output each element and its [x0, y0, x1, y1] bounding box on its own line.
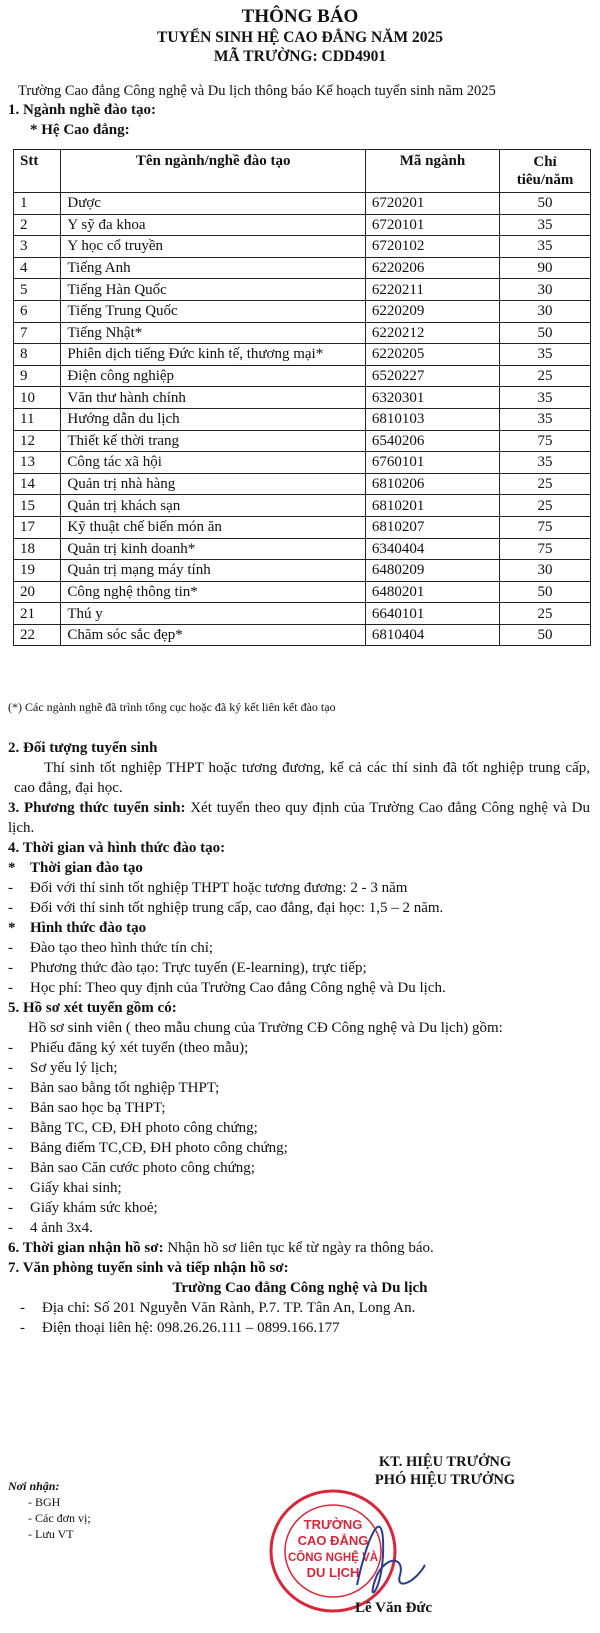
cell-quota: 25	[500, 365, 591, 387]
cell-code: 6540206	[365, 430, 499, 452]
header-code: Mã ngành	[365, 150, 499, 193]
recipient-item: - Các đơn vị;	[28, 1511, 91, 1525]
cell-name: Hướng dẫn du lịch	[61, 408, 366, 430]
cell-quota: 35	[500, 408, 591, 430]
cell-quota: 50	[500, 624, 591, 646]
cell-code: 6810201	[365, 495, 499, 517]
cell-stt: 12	[14, 430, 61, 452]
section2-title: 2. Đối tượng tuyển sinh	[8, 740, 158, 756]
cell-code: 6810103	[365, 408, 499, 430]
form-list-item: - Phương thức đào tạo: Trực tuyến (E-learning), trực tiếp;	[8, 960, 367, 976]
cell-stt: 9	[14, 365, 61, 387]
document-list-item: - Bảng điểm TC,CĐ, ĐH photo công chứng;	[8, 1140, 288, 1156]
document-title: THÔNG BÁO	[241, 6, 359, 27]
cell-code: 6640101	[365, 603, 499, 625]
table-row	[14, 279, 591, 301]
cell-quota: 50	[500, 193, 591, 215]
document-list-item: - Bản sao học bạ THPT;	[8, 1100, 166, 1116]
header-quota	[500, 150, 591, 193]
cell-name: Tiếng Nhật*	[61, 322, 366, 344]
cell-name: Y sỹ đa khoa	[61, 214, 366, 236]
section3-title: 3. Phương thức tuyển sinh:	[8, 800, 186, 816]
cell-quota: 75	[500, 430, 591, 452]
cell-stt: 8	[14, 344, 61, 366]
cell-code: 6220212	[365, 322, 499, 344]
cell-name: Quản trị khách sạn	[61, 495, 366, 517]
cell-code: 6810207	[365, 516, 499, 538]
cell-name: Văn thư hành chính	[61, 387, 366, 409]
table-header-row	[14, 150, 591, 193]
cell-stt: 4	[14, 257, 61, 279]
section7-org: Trường Cao đẳng Công nghệ và Du lịch	[172, 1280, 428, 1296]
cell-name: Tiếng Anh	[61, 257, 366, 279]
seal-line2: CAO ĐẲNG	[297, 1533, 369, 1548]
cell-quota: 90	[500, 257, 591, 279]
table-row	[14, 516, 591, 538]
cell-stt: 15	[14, 495, 61, 517]
section4-title: 4. Thời gian và hình thức đào tạo:	[8, 840, 226, 856]
cell-code: 6720102	[365, 236, 499, 258]
cell-name: Công tác xã hội	[61, 452, 366, 474]
table-row	[14, 408, 591, 430]
signature-line2: PHÓ HIỆU TRƯỞNG	[374, 1472, 516, 1488]
table-row	[14, 300, 591, 322]
table-row	[14, 581, 591, 603]
section7-address: - Địa chỉ: Số 201 Nguyễn Văn Rành, P.7. TP. Tân An, Long An.	[20, 1300, 416, 1316]
section3-text: Xét tuyển theo quy định của Trường Cao đẳng Công nghệ và Du lịch.	[8, 800, 590, 836]
cell-quota: 75	[500, 538, 591, 560]
cell-name: Quản trị kinh doanh*	[61, 538, 366, 560]
section1-title: 1. Ngành nghề đào tạo:	[8, 102, 156, 118]
cell-quota: 35	[500, 387, 591, 409]
cell-name: Tiếng Hàn Quốc	[61, 279, 366, 301]
form-list-item: - Đào tạo theo hình thức tín chỉ;	[8, 940, 214, 956]
cell-stt: 11	[14, 408, 61, 430]
document-list-item: - Phiếu đăng ký xét tuyển (theo mẫu);	[8, 1040, 249, 1056]
cell-name: Quản trị nhà hàng	[61, 473, 366, 495]
cell-code: 6480209	[365, 560, 499, 582]
cell-stt: 7	[14, 322, 61, 344]
cell-name: Quản trị mạng máy tính	[61, 560, 366, 582]
cell-quota: 35	[500, 214, 591, 236]
cell-quota: 35	[500, 452, 591, 474]
cell-code: 6720201	[365, 193, 499, 215]
recipient-item: - Lưu VT	[28, 1527, 74, 1541]
cell-quota: 30	[500, 300, 591, 322]
table-row	[14, 603, 591, 625]
cell-quota: 35	[500, 344, 591, 366]
table-row	[14, 560, 591, 582]
document-list-item: - Bản sao bằng tốt nghiệp THPT;	[8, 1080, 220, 1096]
cell-stt: 3	[14, 236, 61, 258]
header-stt: Stt	[14, 150, 61, 193]
table-row	[14, 495, 591, 517]
table-row	[14, 387, 591, 409]
document-list-item: - Sơ yếu lý lịch;	[8, 1060, 118, 1076]
table-row	[14, 473, 591, 495]
intro-text: Trường Cao đẳng Công nghệ và Du lịch thông báo Kế hoạch tuyển sinh năm 2025	[18, 83, 496, 99]
header	[0, 0, 600, 66]
recipients	[8, 1478, 91, 1542]
cell-stt: 14	[14, 473, 61, 495]
header-name: Tên ngành/nghề đào tạo	[61, 150, 366, 193]
section1-level: * Hệ Cao đẳng:	[30, 122, 130, 138]
cell-code: 6340404	[365, 538, 499, 560]
section4-time-list	[0, 878, 600, 918]
cell-name: Thú y	[61, 603, 366, 625]
cell-name: Điện công nghiệp	[61, 365, 366, 387]
cell-quota: 50	[500, 322, 591, 344]
cell-stt: 20	[14, 581, 61, 603]
cell-code: 6220206	[365, 257, 499, 279]
seal-line4: DU LỊCH	[306, 1565, 360, 1580]
cell-stt: 6	[14, 300, 61, 322]
cell-name: Tiếng Trung Quốc	[61, 300, 366, 322]
document-list-item: - Giấy khám sức khoẻ;	[8, 1200, 158, 1216]
document-list-item: - 4 ảnh 3x4.	[8, 1220, 93, 1236]
cell-code: 6760101	[365, 452, 499, 474]
majors-table	[13, 149, 591, 646]
table-row	[14, 193, 591, 215]
table-footnote: (*) Các ngành nghề đã trình tổng cục hoặc đã ký kết liên kết đào tạo	[8, 700, 336, 714]
cell-stt: 10	[14, 387, 61, 409]
table-row	[14, 452, 591, 474]
document-list-item: - Giấy khai sinh;	[8, 1180, 122, 1196]
cell-stt: 19	[14, 560, 61, 582]
document-subtitle: TUYỂN SINH HỆ CAO ĐẲNG NĂM 2025	[157, 29, 443, 46]
recipient-item: - BGH	[28, 1495, 61, 1509]
cell-name: Thiết kế thời trang	[61, 430, 366, 452]
cell-stt: 18	[14, 538, 61, 560]
cell-quota: 35	[500, 236, 591, 258]
cell-code: 6220205	[365, 344, 499, 366]
table-row	[14, 624, 591, 646]
signature-line1: KT. HIỆU TRƯỞNG	[378, 1454, 512, 1470]
section6	[0, 1238, 600, 1258]
header-quota-line2: tiêu/năm	[516, 172, 574, 188]
cell-quota: 25	[500, 473, 591, 495]
table-row	[14, 430, 591, 452]
section4-time-title: * Thời gian đào tạo	[8, 860, 143, 876]
cell-code: 6220209	[365, 300, 499, 322]
cell-stt: 21	[14, 603, 61, 625]
section5-list	[0, 1038, 600, 1238]
cell-stt: 2	[14, 214, 61, 236]
cell-quota: 75	[500, 516, 591, 538]
cell-code: 6810206	[365, 473, 499, 495]
cell-quota: 30	[500, 279, 591, 301]
cell-quota: 25	[500, 495, 591, 517]
body-sections	[0, 738, 600, 1338]
cell-code: 6520227	[365, 365, 499, 387]
section7-phone: - Điện thoại liên hệ: 098.26.26.111 – 0899.166.177	[20, 1320, 340, 1336]
seal-line1: TRƯỜNG	[303, 1517, 363, 1532]
table-row	[14, 538, 591, 560]
cell-name: Công nghệ thông tin*	[61, 581, 366, 603]
section6-title: 6. Thời gian nhận hồ sơ:	[8, 1240, 164, 1256]
cell-name: Kỹ thuật chế biến món ăn	[61, 516, 366, 538]
cell-code: 6480201	[365, 581, 499, 603]
section4-form-title: * Hình thức đào tạo	[8, 920, 147, 936]
section6-text: Nhận hồ sơ liên tục kể từ ngày ra thông báo.	[163, 1240, 434, 1256]
section3	[0, 798, 600, 838]
cell-code: 6720101	[365, 214, 499, 236]
form-list-item: - Học phí: Theo quy định của Trường Cao đẳng Công nghệ và Du lịch.	[8, 980, 446, 996]
document-list-item: - Bằng TC, CĐ, ĐH photo công chứng;	[8, 1120, 258, 1136]
signer-name: Lê Văn Đức	[355, 1600, 433, 1616]
table-body	[14, 193, 591, 646]
document-list-item: - Bản sao Căn cước photo công chứng;	[8, 1160, 255, 1176]
cell-quota: 50	[500, 581, 591, 603]
table-row	[14, 257, 591, 279]
school-code: MÃ TRƯỜNG: CDD4901	[213, 48, 387, 65]
cell-quota: 30	[500, 560, 591, 582]
cell-name: Chăm sóc sắc đẹp*	[61, 624, 366, 646]
cell-name: Y học cổ truyền	[61, 236, 366, 258]
section5-title: 5. Hồ sơ xét tuyển gồm có:	[8, 1000, 177, 1016]
header-quota-line1: Chỉ	[533, 154, 557, 170]
table-row	[14, 365, 591, 387]
table-row	[14, 344, 591, 366]
table-row	[14, 214, 591, 236]
cell-name: Dược	[61, 193, 366, 215]
cell-code: 6320301	[365, 387, 499, 409]
intro-block	[0, 68, 600, 140]
cell-quota: 25	[500, 603, 591, 625]
table-row	[14, 322, 591, 344]
recipients-title: Nơi nhận:	[8, 1479, 60, 1493]
cell-stt: 1	[14, 193, 61, 215]
cell-code: 6220211	[365, 279, 499, 301]
cell-code: 6810404	[365, 624, 499, 646]
cell-stt: 22	[14, 624, 61, 646]
section5-lead: Hồ sơ sinh viên ( theo mẫu chung của Trường CĐ Công nghệ và Du lịch) gồm:	[28, 1020, 503, 1036]
cell-stt: 13	[14, 452, 61, 474]
table-row	[14, 236, 591, 258]
time-list-item: - Đối với thí sinh tốt nghiệp THPT hoặc tương đương: 2 - 3 năm	[8, 880, 408, 896]
cell-stt: 5	[14, 279, 61, 301]
seal-line3: CÔNG NGHỆ VÀ	[287, 1552, 379, 1564]
section7-title: 7. Văn phòng tuyển sinh và tiếp nhận hồ sơ:	[8, 1260, 289, 1276]
section2-text: Thí sinh tốt nghiệp THPT hoặc tương đương, kể cả các thí sinh đã tốt nghiệp trung cấp, cao đẳng, đại học.	[14, 760, 590, 796]
cell-stt: 17	[14, 516, 61, 538]
cell-name: Phiên dịch tiếng Đức kinh tế, thương mại*	[61, 344, 366, 366]
time-list-item: - Đối với thí sinh tốt nghiệp trung cấp, cao đẳng, đại học: 1,5 – 2 năm.	[8, 900, 444, 916]
section4-form-list	[0, 938, 600, 998]
